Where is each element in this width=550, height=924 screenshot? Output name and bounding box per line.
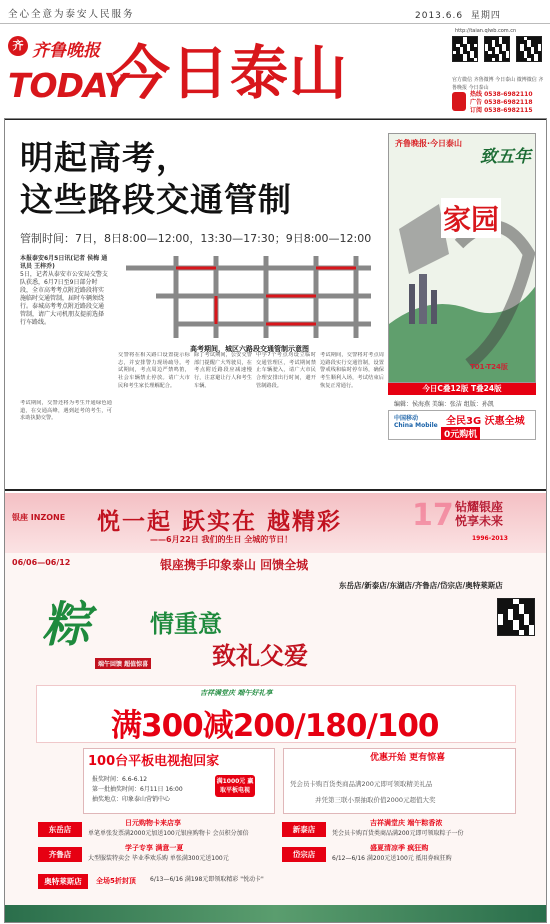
discount-main: 满300减200/180/100	[111, 708, 439, 744]
issue-date	[415, 8, 501, 21]
cm-slogan: 全民3G 沃惠全城	[446, 416, 525, 427]
article-column: 除了考试期间，公安交警部门提醒广大驾驶员，在考点附近路段应减速慢行，注意避让行人和考生车辆。	[194, 352, 252, 389]
headline-line: 明起高考，	[20, 138, 190, 177]
ad-title: 家园	[441, 198, 501, 238]
paper-logo-icon: 齐	[8, 36, 28, 56]
discount-tag: 吉祥满堂庆 端午好礼享	[200, 689, 273, 697]
ad-paper-name: 齐鲁晚报·今日泰山	[395, 139, 463, 148]
ad-section-code: T01-T24版	[470, 363, 508, 371]
cm-offer: 0元购机	[441, 427, 480, 440]
member-line: 凭会员卡购百货类商品满200元即可领取精美礼品	[290, 780, 433, 788]
store-tag[interactable]: 奥特莱斯店	[38, 874, 88, 889]
article-headline	[20, 137, 292, 221]
slogan: 全心全意为泰安人民服务	[8, 9, 135, 20]
boat-race-band	[4, 905, 547, 923]
ad-artwork	[389, 134, 536, 383]
partnership-line: 银座携手印象泰山 回馈全城	[160, 558, 309, 572]
store-offer-head: 盛夏清凉季 疯狂购	[370, 844, 429, 852]
member-title: 优惠开始 更有惊喜	[370, 753, 446, 763]
promo-badge: 端午回馈 超值惊喜	[95, 658, 151, 669]
inzone-logo: 银座 INZONE	[12, 513, 66, 522]
article-column: 中学7个考点均设立临时交通管理区，考试期间禁止车辆驶入，请广大市民合理安排出行时间，避开管制路段。	[256, 352, 316, 389]
weekday: 星期四	[470, 11, 501, 21]
store-offer-head: 日元购物卡来店享	[125, 819, 181, 827]
social-services: 官方微信 齐鲁微博 今日泰山 微博微信 齐鲁晚报 今日泰山	[452, 77, 544, 91]
anniv-line: 悦享未来	[455, 514, 504, 528]
divider	[4, 489, 547, 491]
ad-line[interactable]: 广告 0538-6982118	[470, 99, 533, 106]
member-line: 并凭第三联小票抽取价值2000元超值大奖	[315, 796, 436, 804]
store-tag[interactable]: 齐鲁店	[38, 847, 82, 862]
qr-code-icon[interactable]	[516, 36, 542, 62]
anniversary-slogan	[455, 500, 503, 528]
qr-code-icon[interactable]	[497, 598, 535, 636]
anniversary-ad[interactable]	[388, 133, 536, 383]
traffic-map	[116, 252, 378, 342]
headline-line: 这些路段交通管制	[20, 180, 292, 219]
article-column: 考试期间，交警将对考点周边路段实行交通管制，设置警戒线和临时停车场，确保考生顺利入场，考试结束后恢复正常通行。	[320, 352, 384, 389]
subscribe-line[interactable]: 订阅 0538-6982115	[470, 107, 533, 114]
anniv-line: 钻耀银座	[455, 500, 504, 514]
qr-code-icon[interactable]	[484, 36, 510, 62]
paper-name: 齐鲁晚报	[32, 41, 100, 61]
date-value: 2013.6.6	[415, 11, 464, 21]
store-tag[interactable]: 岱宗店	[282, 847, 326, 862]
qr-code-icon[interactable]	[452, 36, 478, 62]
masthead: 今日泰山	[112, 39, 349, 107]
store-offer-text: 单笔单张发票满2000元加送100元银座购物卡 会员积分加倍	[88, 830, 249, 837]
phone-icon	[452, 92, 466, 111]
store-offer-head: 吉祥满堂庆 端午粽香浓	[370, 819, 443, 827]
divider	[4, 118, 547, 120]
store-offer-text: 凭会员卡购百货类商品满200元即可领取粽子一份	[332, 830, 464, 837]
tv-draw-title: 100台平板电视抱回家	[88, 754, 220, 769]
ad-subline: ——6月22日 我们的生日 全城的节日！	[150, 535, 293, 544]
page-count-bar: 今日C叠12版 T叠24版	[388, 383, 536, 395]
tv-draw-details: 报奖时间：6.6-6.12 第一批抽奖时间：6月11日 16:00 抽奖地点：印象泰山营销中心	[92, 776, 183, 803]
article-byline	[20, 255, 108, 327]
store-offer-head: 学子专享 满意一夏	[125, 844, 184, 852]
store-tag[interactable]: 新泰店	[282, 822, 326, 837]
anniversary-years: 1996-2013	[472, 535, 508, 542]
article-column: 5日，记者从泰安市公安局交警支队获悉，6月7日至9日部分时段，全市高考考点附近路段将实施临时交通管制，届时车辆须绕行。泰城高考考点附近路段交通管制，请广大司机朋友提前选择行车路线。	[20, 271, 108, 326]
map-svg	[116, 252, 378, 342]
phone-numbers	[470, 91, 533, 115]
tv-draw-badge: 满1000元 赢取平板电视	[215, 775, 255, 797]
article-subhead: 管制时间：7日，8日8:00—12:00，13:30—17:30；9日8:00—12:00	[20, 232, 372, 245]
map-caption: 高考期间，城区六路段交通管制示意图	[190, 345, 309, 353]
hotline[interactable]: 热线 0538-6982110	[470, 91, 533, 98]
fathers-day-title: 致礼父爱	[212, 642, 308, 670]
store-offer-text: 6/13—6/16 满198元即领取精彩 "悦动卡"	[150, 876, 264, 883]
zong-character: 粽	[42, 597, 91, 653]
store-list: 东岳店/新泰店/东湖店/齐鲁店/岱宗店/奥特莱斯店	[339, 581, 503, 590]
store-tag[interactable]: 东岳店	[38, 822, 82, 837]
article-column: 考试期间，交警还将为考生开通绿色通道，在交通高峰，遇到赶考的考生，可求助执勤交警。	[20, 400, 112, 422]
china-mobile-logo: 中国移动 China Mobile	[394, 415, 438, 429]
article-column: 交警将在相关路口设置提示标志，并安排警力现场疏导。考试期间，考点周边严禁鸣笛，社会车辆禁止停放。请广大市民和考生家长理解配合。	[118, 352, 190, 389]
site-url[interactable]: http://taian.qlwb.com.cn	[455, 28, 517, 34]
anniversary-number: 17	[412, 498, 454, 533]
ad-headline: 悦一起 跃实在 越精彩	[97, 509, 343, 535]
zong-title: 情重意	[150, 610, 222, 638]
today-logo: TODAY	[8, 66, 127, 105]
editors-credit: 编辑：侯海燕 美编：张洁 组版：孙凯	[394, 401, 494, 408]
store-offer-text: 6/12—6/16 满200元送100元 抵用券疯狂购	[332, 855, 452, 862]
promo-dates: 06/06—06/12	[12, 558, 71, 567]
byline-text: 本报泰安6月5日讯(记者 侯梅 通讯员 王梓乔)	[20, 255, 108, 270]
store-offer-text: 大型服装特卖会 毕业季欢乐购 单张满300元送100元	[88, 855, 229, 862]
ad-anniversary-title: 致五年	[480, 147, 531, 167]
store-offer-head: 全场5折封顶	[96, 877, 136, 885]
